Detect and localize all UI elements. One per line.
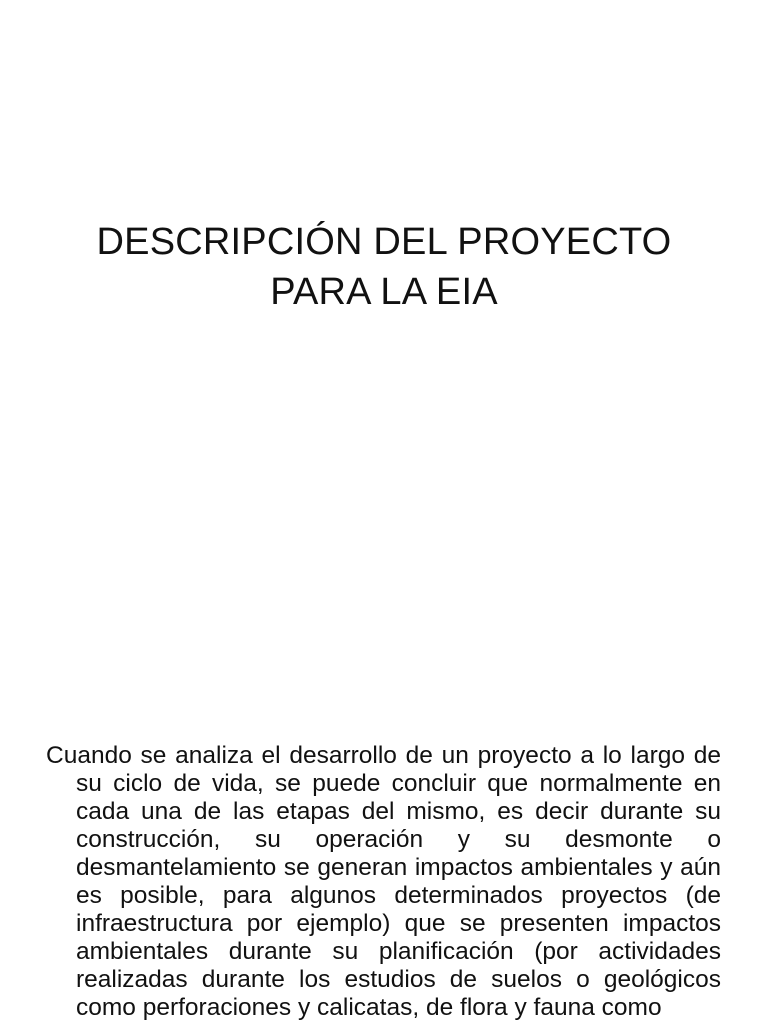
slide-title (60, 217, 708, 317)
slide-title-line-1: DESCRIPCIÓN DEL PROYECTO (96, 221, 672, 264)
slide-body-paragraph: Cuando se analiza el desarrollo de un proyecto a lo largo de su ciclo de vida, se puede concluir que normalmente en cada una de las etapas del mismo, es decir durante su construcción, su operación y su desmonte o desmantelamiento se generan impactos ambientales y aún es posible, para algunos determinados proyectos (de infraestructura por ejemplo) que se presenten impactos ambientales durante su planificación (por actividades realizadas durante los estudios de suelos o geológicos como perforaciones y calicatas, de flora y fauna como (46, 741, 721, 1021)
slide-title-line-2: PARA LA EIA (270, 271, 498, 314)
